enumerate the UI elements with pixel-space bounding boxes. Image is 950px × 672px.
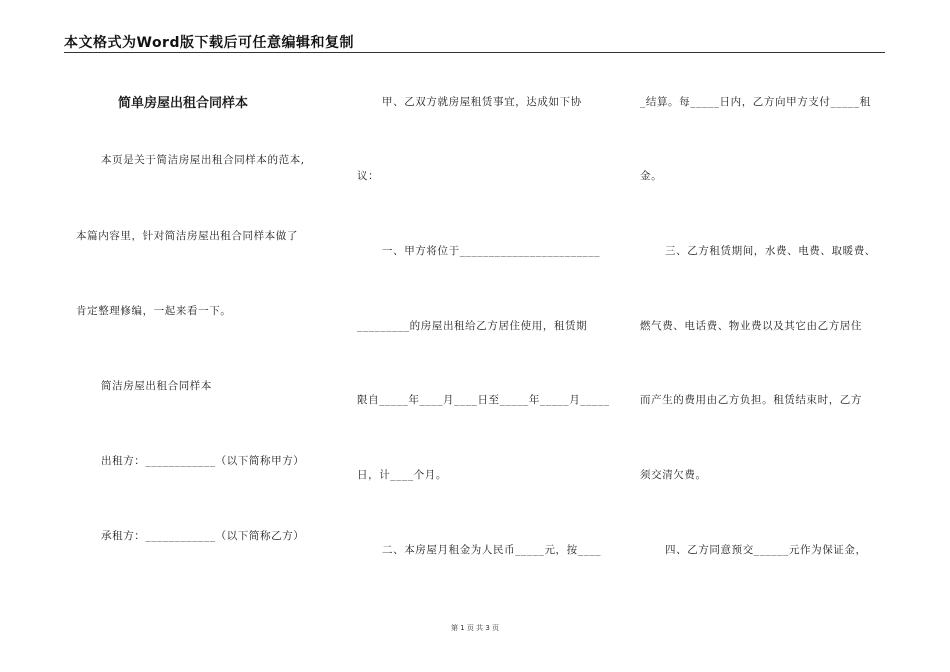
paragraph-line: 甲、乙双方就房屋租赁事宜，达成如下协 xyxy=(382,96,582,108)
page-number: 第 1 页 共 3 页 xyxy=(450,624,500,632)
text-column-1 xyxy=(76,0,331,672)
lessee-line: 承租方：____________（以下简称乙方） xyxy=(101,530,305,542)
paragraph-line: 金。 xyxy=(640,170,663,182)
paragraph-line: 限自_____年____月____日至_____年_____月_____ xyxy=(357,394,610,406)
text-column-3 xyxy=(640,0,890,672)
paragraph-line: 须交清欠费。 xyxy=(640,469,707,481)
clause-3-line: 三、乙方租赁期间，水费、电费、取暖费、 xyxy=(665,245,876,257)
paragraph-line: 本篇内容里，针对简洁房屋出租合同样本做了 xyxy=(76,230,298,242)
paragraph-line: 日，计____个月。 xyxy=(357,469,447,481)
paragraph-line: 肯定整理修编，一起来看一下。 xyxy=(76,305,232,317)
paragraph-line: 而产生的费用由乙方负担。租赁结束时，乙方 xyxy=(640,394,862,406)
document-header: 本文格式为Word版下载后可任意编辑和复制 xyxy=(64,35,354,51)
lessor-line: 出租方：____________（以下简称甲方） xyxy=(101,455,305,467)
document-title: 简单房屋出租合同样本 xyxy=(118,96,249,111)
paragraph-line: _结算。每_____日内，乙方向甲方支付_____租 xyxy=(640,96,871,108)
paragraph-line: 议： xyxy=(357,170,380,182)
text-column-2 xyxy=(357,0,610,672)
clause-1-line: 一、甲方将位于________________________ xyxy=(382,245,601,257)
paragraph-line: 燃气费、电话费、物业费以及其它由乙方居住 xyxy=(640,320,862,332)
clause-2-line: 二、本房屋月租金为人民币_____元，按____ xyxy=(382,544,602,556)
clause-4-line: 四、乙方同意预交______元作为保证金， xyxy=(665,544,867,556)
paragraph-line: _________的房屋出租给乙方居住使用，租赁期 xyxy=(357,320,588,332)
paragraph-line: 本页是关于简洁房屋出租合同样本的范本, xyxy=(101,154,305,166)
section-heading: 简洁房屋出租合同样本 xyxy=(101,380,212,392)
